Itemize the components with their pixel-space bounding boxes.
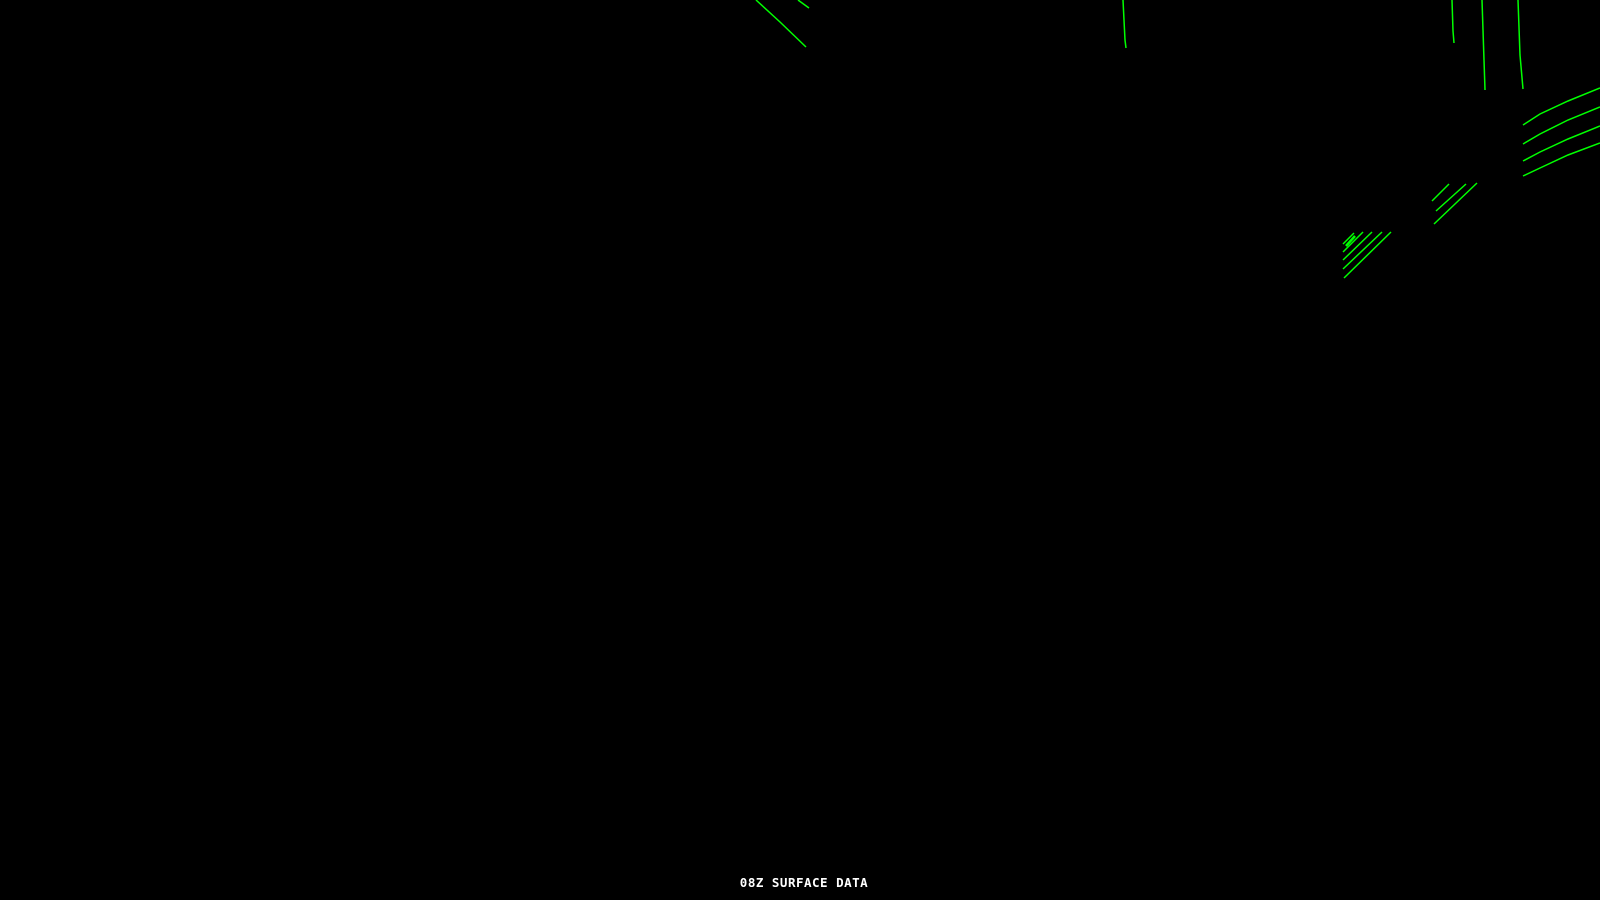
map-line-boundary-vertical-right-1 [1452,0,1454,43]
map-line-boundary-diagonal-top-center [756,0,806,47]
map-line-contour-curve-right-3 [1523,126,1600,161]
map-line-contour-curve-right-1 [1523,88,1600,125]
status-label: 08Z SURFACE DATA [739,875,869,890]
map-line-boundary-vertical-right-3 [1518,0,1523,89]
map-line-hatch-mid-1 [1432,184,1449,201]
map-line-boundary-diagonal-top-center-short [798,0,809,8]
map-line-contour-curve-right-2 [1523,107,1600,144]
map-line-boundary-vertical-right-2 [1482,0,1485,90]
map-line-contour-curve-right-4 [1523,143,1600,176]
map-line-hatch-mid-3 [1434,183,1477,224]
map-line-boundary-vertical-mid [1123,0,1126,48]
